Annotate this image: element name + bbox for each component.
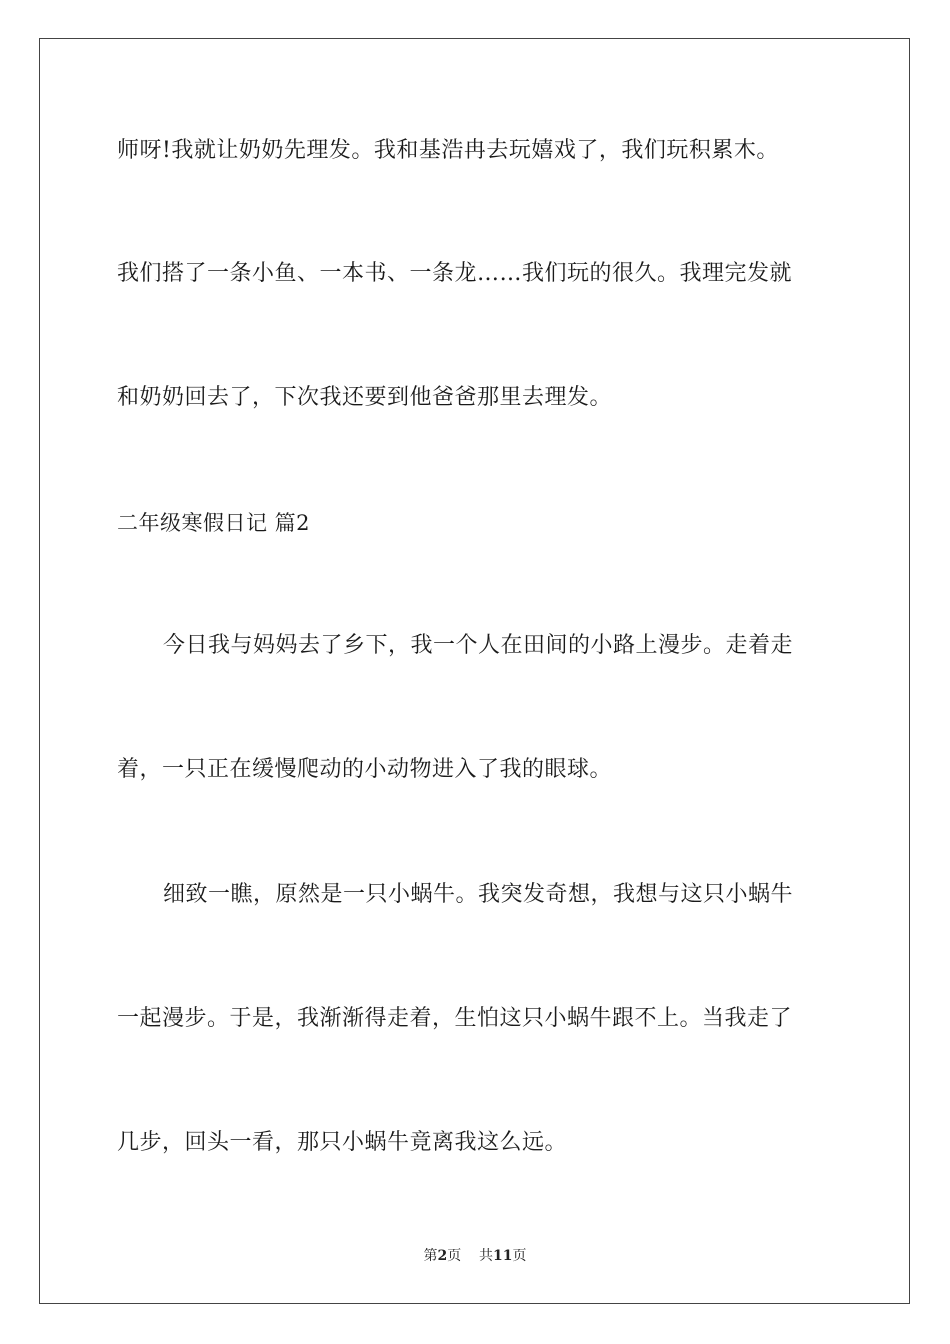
total-pages: 11 [493, 1248, 513, 1264]
section-heading: 二年级寒假日记 篇2 [117, 511, 311, 535]
text-line-3: 和奶奶回去了，下次我还要到他爸爸那里去理发。 [117, 385, 613, 410]
total-prefix: 共 [479, 1248, 494, 1264]
paragraph-1-line-2: 着，一只正在缓慢爬动的小动物进入了我的眼球。 [117, 757, 613, 782]
page-border [39, 38, 910, 1304]
page-suffix: 页 [447, 1248, 462, 1264]
total-suffix: 页 [512, 1248, 527, 1264]
text-line-2: 我们搭了一条小鱼、一本书、一条龙……我们玩的很久。我理完发就 [117, 261, 793, 286]
paragraph-1-line-1: 今日我与妈妈去了乡下，我一个人在田间的小路上漫步。走着走 [163, 633, 794, 658]
paragraph-2-line-2: 一起漫步。于是，我渐渐得走着，生怕这只小蜗牛跟不上。当我走了 [117, 1006, 793, 1031]
page-prefix: 第 [423, 1248, 438, 1264]
paragraph-2-line-3: 几步，回头一看，那只小蜗牛竟离我这么远。 [117, 1130, 568, 1155]
page-footer [0, 1246, 950, 1266]
page-number: 2 [437, 1248, 448, 1264]
paragraph-2-line-1: 细致一瞧，原然是一只小蜗牛。我突发奇想，我想与这只小蜗牛 [163, 882, 794, 907]
text-line-1: 师呀!我就让奶奶先理发。我和基浩冉去玩嬉戏了，我们玩积累木。 [117, 138, 779, 163]
